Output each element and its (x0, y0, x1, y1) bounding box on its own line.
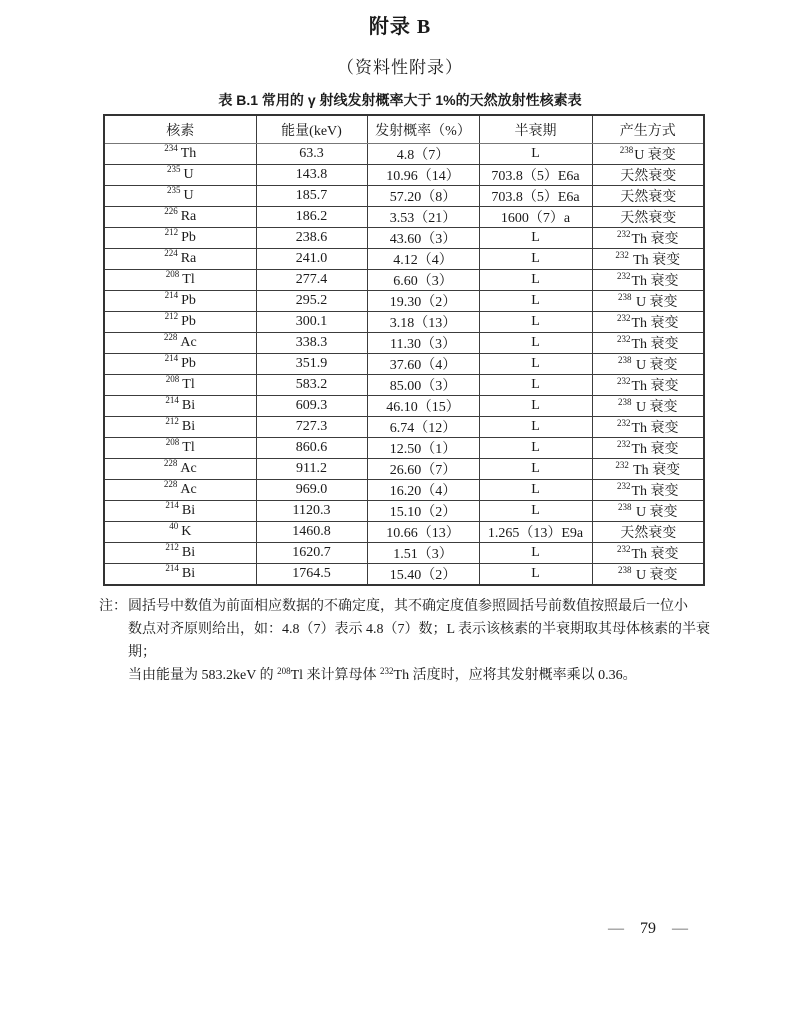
origin-text: Th 衰变 (631, 274, 679, 289)
origin-text: 天然衰变 (620, 169, 677, 184)
origin-mass-number: 238 (617, 355, 632, 365)
probability-cell: 3.18（13） (367, 312, 479, 333)
nuclide-cell (104, 501, 256, 522)
origin-text: Th 衰变 (631, 484, 679, 499)
half-life-cell: L (479, 417, 592, 438)
probability-cell: 26.60（7） (367, 459, 479, 480)
origin-text: Th 衰变 (631, 547, 679, 562)
probability-cell: 16.20（4） (367, 480, 479, 501)
probability-cell: 15.10（2） (367, 501, 479, 522)
page-title: 附录 B (368, 16, 432, 38)
energy-cell: 1460.8 (256, 522, 367, 543)
note-block (99, 595, 713, 687)
origin-mass-number: 232 (616, 544, 631, 554)
half-life-cell: L (479, 438, 592, 459)
nuclide-mass-number: 228 (163, 458, 178, 468)
origin-cell (592, 417, 704, 438)
table-row (104, 543, 704, 564)
origin-text: U 衰变 (632, 400, 678, 415)
nuclide-symbol: Tl (182, 272, 195, 287)
origin-text: Th 衰变 (629, 253, 681, 268)
origin-mass-number: 238 (617, 565, 632, 575)
energy-cell: 1764.5 (256, 564, 367, 586)
note-line-3 (128, 664, 713, 687)
nuclide-symbol: Ac (180, 461, 197, 476)
nuclide-mass-number: 40 (169, 521, 179, 531)
nuclide-symbol: Ac (180, 335, 197, 350)
nuclide-mass-number: 214 (165, 500, 179, 510)
nuclide-symbol: Ra (180, 209, 197, 224)
nuclide-mass-number: 208 (165, 437, 180, 447)
nuclide-mass-number: 212 (164, 227, 179, 237)
energy-cell: 583.2 (256, 375, 367, 396)
half-life-cell: L (479, 459, 592, 480)
probability-cell: 15.40（2） (367, 564, 479, 586)
nuclide-symbol: Pb (181, 356, 196, 371)
table-row (104, 270, 704, 291)
origin-mass-number: 232 (615, 460, 629, 470)
origin-cell (592, 228, 704, 249)
table-row (104, 522, 704, 543)
origin-mass-number: 232 (616, 418, 631, 428)
origin-cell (592, 375, 704, 396)
energy-cell: 143.8 (256, 165, 367, 186)
nuclide-symbol: K (181, 524, 192, 539)
table-row (104, 564, 704, 586)
nuclide-mass-number: 212 (165, 416, 179, 426)
probability-cell: 4.8（7） (367, 144, 479, 165)
nuclide-cell (104, 249, 256, 270)
origin-mass-number: 232 (616, 481, 631, 491)
nuclide-mass-number: 235 (166, 164, 181, 174)
nuclide-mass-number: 234 (164, 143, 178, 153)
origin-cell (592, 438, 704, 459)
nuclide-mass-number: 226 (164, 206, 178, 216)
table-header-row (104, 115, 704, 144)
origin-cell (592, 396, 704, 417)
nuclide-cell (104, 417, 256, 438)
origin-cell (592, 480, 704, 501)
nuclide-cell (104, 354, 256, 375)
nuclide-mass-number: 214 (165, 563, 179, 573)
origin-mass-number: 232 (615, 250, 629, 260)
origin-cell (592, 207, 704, 228)
page-number: 79 (640, 920, 656, 937)
origin-cell (592, 291, 704, 312)
nuclide-cell (104, 312, 256, 333)
origin-text: U 衰变 (634, 148, 676, 163)
origin-cell (592, 501, 704, 522)
nuclide-cell (104, 165, 256, 186)
note-superscript: 208 (277, 666, 291, 676)
half-life-cell: L (479, 312, 592, 333)
nuclide-symbol: Bi (181, 545, 196, 560)
footer-dash-right: — (672, 920, 688, 937)
origin-text: 天然衰变 (620, 190, 677, 205)
table-row (104, 207, 704, 228)
half-life-cell: L (479, 228, 592, 249)
origin-cell (592, 543, 704, 564)
energy-cell: 238.6 (256, 228, 367, 249)
nuclide-symbol: U (183, 188, 194, 203)
probability-cell: 1.51（3） (367, 543, 479, 564)
half-life-cell: L (479, 501, 592, 522)
column-header-nuclide: 核素 (104, 115, 256, 144)
origin-mass-number: 238 (619, 145, 634, 155)
table-row (104, 396, 704, 417)
nuclide-symbol: Bi (181, 503, 196, 518)
note-line-1: 圆括号中数值为前面相应数据的不确定度，其不确定度值参照圆括号前数值按照最后一位小 (128, 599, 688, 614)
nuclide-cell (104, 333, 256, 354)
nuclide-cell (104, 291, 256, 312)
probability-cell: 46.10（15） (367, 396, 479, 417)
nuclide-symbol: Bi (181, 398, 196, 413)
nuclide-symbol: Pb (181, 293, 196, 308)
nuclide-symbol: Th (180, 146, 197, 161)
origin-text: U 衰变 (632, 358, 678, 373)
half-life-cell: L (479, 291, 592, 312)
nuclide-symbol: Ra (180, 251, 197, 266)
nuclide-cell (104, 186, 256, 207)
nuclide-symbol: Tl (182, 440, 195, 455)
origin-text: U 衰变 (632, 568, 678, 583)
origin-text: Th 衰变 (631, 337, 679, 352)
nuclide-table (103, 114, 705, 586)
origin-mass-number: 232 (616, 334, 631, 344)
origin-text: 天然衰变 (620, 211, 677, 226)
nuclide-mass-number: 214 (164, 290, 179, 300)
nuclide-cell (104, 480, 256, 501)
nuclide-mass-number: 208 (165, 374, 180, 384)
energy-cell: 277.4 (256, 270, 367, 291)
half-life-cell: L (479, 564, 592, 586)
half-life-cell: 703.8（5）E6a (479, 186, 592, 207)
energy-cell: 1620.7 (256, 543, 367, 564)
column-header-energy: 能量(keV) (256, 115, 367, 144)
energy-cell: 300.1 (256, 312, 367, 333)
nuclide-mass-number: 224 (164, 248, 178, 258)
nuclide-cell (104, 438, 256, 459)
probability-cell: 12.50（1） (367, 438, 479, 459)
note-superscript: 232 (380, 666, 394, 676)
half-life-cell: L (479, 396, 592, 417)
table-row (104, 228, 704, 249)
probability-cell: 10.96（14） (367, 165, 479, 186)
origin-text: Th 衰变 (631, 379, 679, 394)
half-life-cell: L (479, 354, 592, 375)
probability-cell: 4.12（4） (367, 249, 479, 270)
probability-cell: 57.20（8） (367, 186, 479, 207)
table-row (104, 291, 704, 312)
nuclide-symbol: Bi (181, 566, 196, 581)
nuclide-symbol: Ac (180, 482, 197, 497)
half-life-cell: L (479, 543, 592, 564)
origin-cell (592, 144, 704, 165)
nuclide-mass-number: 212 (164, 311, 179, 321)
nuclide-mass-number: 228 (163, 332, 178, 342)
probability-cell: 6.74（12） (367, 417, 479, 438)
half-life-cell: L (479, 375, 592, 396)
origin-cell (592, 312, 704, 333)
table-caption: 表 B.1 常用的 γ 射线发射概率大于 1%的天然放射性核素表 (218, 92, 582, 108)
origin-mass-number: 232 (616, 229, 631, 239)
nuclide-symbol: Tl (182, 377, 195, 392)
nuclide-mass-number: 212 (165, 542, 179, 552)
energy-cell: 969.0 (256, 480, 367, 501)
nuclide-symbol: Pb (181, 230, 196, 245)
table-row (104, 249, 704, 270)
nuclide-mass-number: 214 (164, 353, 179, 363)
nuclide-mass-number: 208 (165, 269, 180, 279)
table-row (104, 186, 704, 207)
energy-cell: 295.2 (256, 291, 367, 312)
half-life-cell: L (479, 144, 592, 165)
table-row (104, 438, 704, 459)
nuclide-symbol: Pb (181, 314, 196, 329)
energy-cell: 351.9 (256, 354, 367, 375)
probability-cell: 85.00（3） (367, 375, 479, 396)
origin-cell (592, 522, 704, 543)
table-row (104, 312, 704, 333)
energy-cell: 860.6 (256, 438, 367, 459)
nuclide-cell (104, 522, 256, 543)
table-row (104, 417, 704, 438)
energy-cell: 241.0 (256, 249, 367, 270)
energy-cell: 609.3 (256, 396, 367, 417)
origin-cell (592, 186, 704, 207)
table-row (104, 333, 704, 354)
origin-cell (592, 354, 704, 375)
note-text-segment: Tl 来计算母体 (290, 668, 381, 683)
half-life-cell: L (479, 270, 592, 291)
half-life-cell: L (479, 333, 592, 354)
nuclide-cell (104, 228, 256, 249)
energy-cell: 911.2 (256, 459, 367, 480)
table-row (104, 480, 704, 501)
origin-text: U 衰变 (632, 295, 678, 310)
note-line-2: 数点对齐原则给出，如：4.8（7）表示 4.8（7）数；L 表示该核素的半衰期取其母体核素的半衰期； (128, 622, 711, 660)
energy-cell: 338.3 (256, 333, 367, 354)
probability-cell: 6.60（3） (367, 270, 479, 291)
table-row (104, 354, 704, 375)
origin-cell (592, 459, 704, 480)
half-life-cell: 703.8（5）E6a (479, 165, 592, 186)
probability-cell: 19.30（2） (367, 291, 479, 312)
nuclide-cell (104, 543, 256, 564)
energy-cell: 727.3 (256, 417, 367, 438)
half-life-cell: L (479, 480, 592, 501)
table-row (104, 144, 704, 165)
origin-text: Th 衰变 (631, 421, 679, 436)
column-header-half-life: 半衰期 (479, 115, 592, 144)
origin-mass-number: 238 (617, 397, 632, 407)
origin-text: Th 衰变 (629, 463, 681, 478)
nuclide-cell (104, 375, 256, 396)
nuclide-mass-number: 228 (163, 479, 178, 489)
origin-cell (592, 564, 704, 586)
origin-mass-number: 238 (617, 502, 632, 512)
nuclide-mass-number: 235 (166, 185, 181, 195)
table-row (104, 165, 704, 186)
energy-cell: 185.7 (256, 186, 367, 207)
probability-cell: 10.66（13） (367, 522, 479, 543)
note-text-segment: 当由能量为 583.2keV 的 (128, 668, 278, 683)
energy-cell: 1120.3 (256, 501, 367, 522)
origin-cell (592, 165, 704, 186)
origin-mass-number: 232 (616, 271, 631, 281)
origin-mass-number: 232 (616, 376, 631, 386)
nuclide-symbol: Bi (181, 419, 196, 434)
footer-dash-left: — (608, 920, 624, 937)
origin-text: Th 衰变 (631, 442, 679, 457)
nuclide-mass-number: 214 (165, 395, 179, 405)
origin-cell (592, 333, 704, 354)
nuclide-cell (104, 564, 256, 586)
origin-text: U 衰变 (632, 505, 678, 520)
origin-text: 天然衰变 (620, 526, 677, 541)
origin-mass-number: 238 (617, 292, 632, 302)
half-life-cell: 1.265（13）E9a (479, 522, 592, 543)
table-row (104, 501, 704, 522)
table-row (104, 375, 704, 396)
probability-cell: 37.60（4） (367, 354, 479, 375)
probability-cell: 11.30（3） (367, 333, 479, 354)
nuclide-symbol: U (183, 167, 194, 182)
origin-mass-number: 232 (616, 313, 631, 323)
note-label: 注： (99, 599, 127, 614)
origin-text: Th 衰变 (631, 232, 679, 247)
origin-cell (592, 249, 704, 270)
column-header-origin: 产生方式 (592, 115, 704, 144)
half-life-cell: L (479, 249, 592, 270)
column-header-probability: 发射概率（%） (367, 115, 479, 144)
nuclide-cell (104, 459, 256, 480)
appendix-subtitle: （资料性附录） (337, 58, 463, 77)
note-text-segment: Th 活度时，应将其发射概率乘以 0.36。 (393, 668, 637, 683)
probability-cell: 3.53（21） (367, 207, 479, 228)
half-life-cell: 1600（7）a (479, 207, 592, 228)
energy-cell: 63.3 (256, 144, 367, 165)
nuclide-cell (104, 207, 256, 228)
nuclide-cell (104, 270, 256, 291)
page-footer (608, 920, 688, 938)
probability-cell: 43.60（3） (367, 228, 479, 249)
origin-text: Th 衰变 (631, 316, 679, 331)
energy-cell: 186.2 (256, 207, 367, 228)
nuclide-cell (104, 144, 256, 165)
origin-mass-number: 232 (616, 439, 631, 449)
origin-cell (592, 270, 704, 291)
table-row (104, 459, 704, 480)
nuclide-cell (104, 396, 256, 417)
